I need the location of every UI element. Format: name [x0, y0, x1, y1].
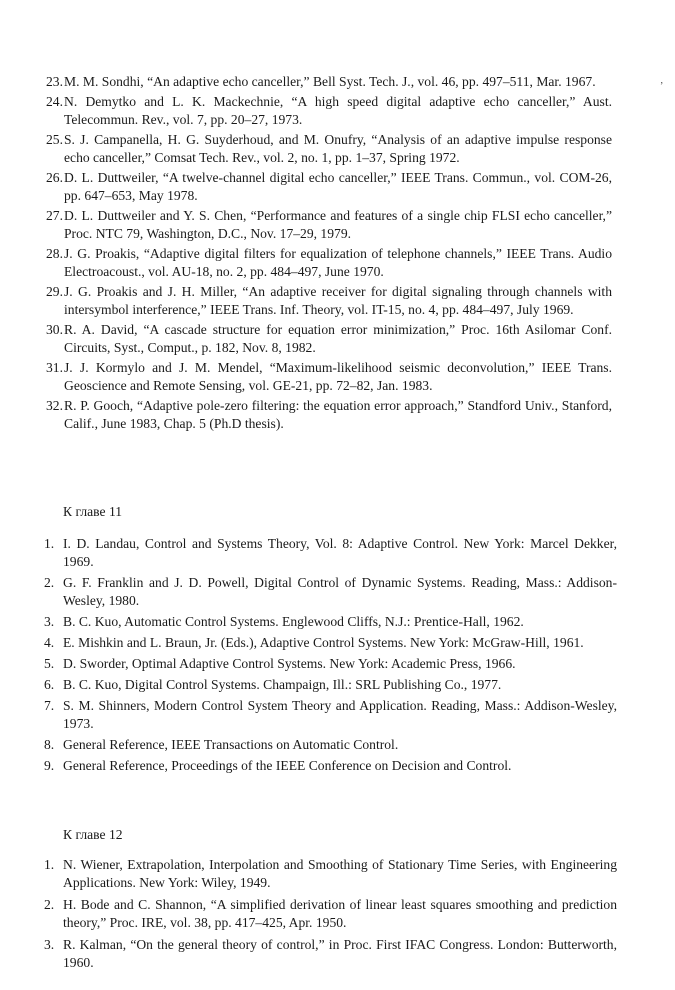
reference-item	[0, 613, 675, 631]
reference-number: 9.	[44, 758, 55, 773]
reference-text: S. M. Shinners, Modern Control System Theory and Application. Reading, Mass.: Addison-Wesley, 1973.	[63, 698, 617, 731]
reference-number: 27.	[46, 208, 63, 223]
scan-mark: ’	[660, 81, 664, 92]
reference-list-chapter-10	[0, 73, 675, 435]
reference-number: 4.	[44, 635, 55, 650]
reference-number: 3.	[44, 937, 55, 952]
reference-item	[0, 736, 675, 754]
reference-text: D. L. Duttweiler and Y. S. Chen, “Performance and features of a single chip FLSI echo canceller,” Proc. NTC 79, Washington, D.C., Nov. 17–29, 1979.	[64, 208, 612, 241]
reference-number: 31.	[46, 360, 63, 375]
reference-text: J. J. Kormylo and J. M. Mendel, “Maximum-likelihood seismic deconvolution,” IEEE Trans. Geoscience and Remote Sensing, vol. GE-21, pp. 72–82, Jan. 1983.	[64, 360, 612, 393]
reference-item	[0, 359, 675, 395]
reference-item	[0, 283, 675, 319]
reference-number: 1.	[44, 536, 55, 551]
reference-item	[0, 574, 675, 610]
reference-number: 30.	[46, 322, 63, 337]
reference-item	[0, 676, 675, 694]
reference-item	[0, 856, 675, 892]
reference-item	[0, 321, 675, 357]
reference-text: J. G. Proakis and J. H. Miller, “An adaptive receiver for digital signaling through channels with intersymbol interference,” IEEE Trans. Inf. Theory, vol. IT-15, no. 4, pp. 484–497, July 1969.	[64, 284, 612, 317]
reference-number: 23.	[46, 74, 63, 89]
reference-item	[0, 757, 675, 775]
reference-item	[0, 245, 675, 281]
reference-text: B. C. Kuo, Digital Control Systems. Champaign, Ill.: SRL Publishing Co., 1977.	[63, 677, 502, 692]
reference-number: 2.	[44, 897, 55, 912]
reference-number: 29.	[46, 284, 63, 299]
reference-text: G. F. Franklin and J. D. Powell, Digital Control of Dynamic Systems. Reading, Mass.: Addison-Wesley, 1980.	[63, 575, 617, 608]
reference-item	[0, 169, 675, 205]
reference-number: 24.	[46, 94, 63, 109]
reference-list-chapter-12	[0, 856, 675, 976]
reference-item	[0, 634, 675, 652]
reference-text: R. A. David, “A cascade structure for equation error minimization,” Proc. 16th Asilomar Conf. Circuits, Syst., Comput., p. 182, Nov. 8, 1982.	[64, 322, 612, 355]
reference-number: 26.	[46, 170, 63, 185]
reference-text: I. D. Landau, Control and Systems Theory, Vol. 8: Adaptive Control. New York: Marcel Dekker, 1969.	[63, 536, 617, 569]
reference-item	[0, 397, 675, 433]
reference-number: 1.	[44, 857, 55, 872]
reference-item	[0, 936, 675, 972]
reference-text: D. Sworder, Optimal Adaptive Control Systems. New York: Academic Press, 1966.	[63, 656, 516, 671]
reference-text: M. M. Sondhi, “An adaptive echo canceller,” Bell Syst. Tech. J., vol. 46, pp. 497–511, Mar. 1967.	[64, 74, 596, 89]
reference-item	[0, 655, 675, 673]
reference-text: D. L. Duttweiler, “A twelve-channel digital echo canceller,” IEEE Trans. Commun., vol. COM-26, pp. 647–653, May 1978.	[64, 170, 612, 203]
reference-text: B. C. Kuo, Automatic Control Systems. Englewood Cliffs, N.J.: Prentice-Hall, 1962.	[63, 614, 524, 629]
reference-number: 2.	[44, 575, 55, 590]
reference-text: General Reference, Proceedings of the IEEE Conference on Decision and Control.	[63, 758, 512, 773]
reference-text: E. Mishkin and L. Braun, Jr. (Eds.), Adaptive Control Systems. New York: McGraw-Hill, 1961.	[63, 635, 584, 650]
reference-item	[0, 535, 675, 571]
reference-item	[0, 697, 675, 733]
reference-text: R. Kalman, “On the general theory of control,” in Proc. First IFAC Congress. London: Butterworth, 1960.	[63, 937, 617, 970]
reference-number: 28.	[46, 246, 63, 261]
reference-item	[0, 131, 675, 167]
reference-item	[0, 73, 675, 91]
reference-text: R. P. Gooch, “Adaptive pole-zero filtering: the equation error approach,” Standford Univ., Stanford, Calif., June 1983, Chap. 5 (Ph.D thesis).	[64, 398, 612, 431]
reference-number: 32.	[46, 398, 63, 413]
section-heading-chapter-12: К главе 12	[63, 827, 123, 842]
reference-text: N. Wiener, Extrapolation, Interpolation and Smoothing of Stationary Time Series, with Engineering Applications. New York: Wiley, 1949.	[63, 857, 617, 890]
reference-text: J. G. Proakis, “Adaptive digital filters for equalization of telephone channels,” IEEE Trans. Audio Electroacoust., vol. AU-18, no. 2, pp. 484–497, June 1970.	[64, 246, 612, 279]
reference-number: 5.	[44, 656, 55, 671]
reference-list-chapter-11	[0, 535, 675, 778]
reference-text: S. J. Campanella, H. G. Suyderhoud, and M. Onufry, “Analysis of an adaptive impulse response echo canceller,” Comsat Tech. Rev., vol. 2, no. 1, pp. 1–37, Spring 1972.	[64, 132, 612, 165]
reference-number: 8.	[44, 737, 55, 752]
reference-number: 7.	[44, 698, 55, 713]
reference-number: 25.	[46, 132, 63, 147]
reference-number: 3.	[44, 614, 55, 629]
reference-item	[0, 93, 675, 129]
section-heading-chapter-11: К главе 11	[63, 504, 123, 519]
reference-item	[0, 207, 675, 243]
reference-number: 6.	[44, 677, 55, 692]
reference-text: H. Bode and C. Shannon, “A simplified derivation of linear least squares smoothing and prediction theory,” Proc. IRE, vol. 38, pp. 417–425, Apr. 1950.	[63, 897, 617, 930]
reference-item	[0, 896, 675, 932]
reference-text: General Reference, IEEE Transactions on Automatic Control.	[63, 737, 399, 752]
reference-text: N. Demytko and L. K. Mackechnie, “A high speed digital adaptive echo canceller,” Aust. Telecommun. Rev., vol. 7, pp. 20–27, 1973.	[64, 94, 612, 127]
